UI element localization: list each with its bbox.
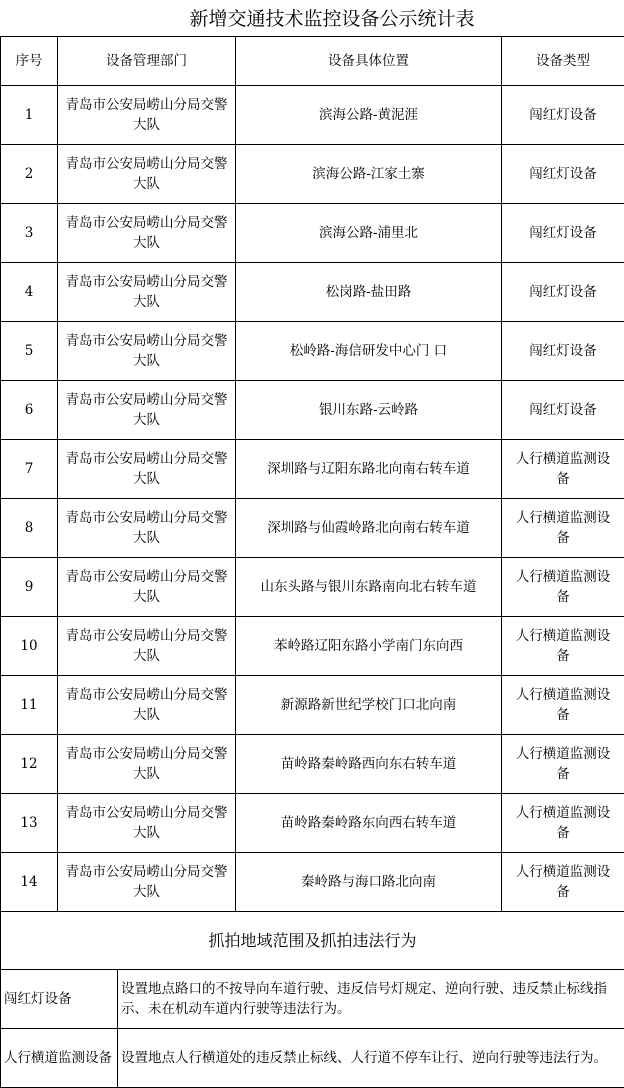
table-row	[1, 322, 624, 381]
row-location: 秦岭路与海口路北向南	[236, 853, 502, 912]
scope-description: 设置地点人行横道处的违反禁止标线、人行道不停车让行、逆向行驶等违法行为。	[118, 1029, 624, 1088]
table-row	[1, 440, 624, 499]
row-type: 闯红灯设备	[502, 204, 624, 263]
row-type: 人行横道监测设备	[502, 853, 624, 912]
row-index: 10	[1, 617, 58, 676]
row-department: 青岛市公安局崂山分局交警大队	[58, 440, 236, 499]
row-index: 5	[1, 322, 58, 381]
scope-heading-row	[1, 912, 624, 970]
row-department: 青岛市公安局崂山分局交警大队	[58, 204, 236, 263]
row-department: 青岛市公安局崂山分局交警大队	[58, 735, 236, 794]
row-index: 4	[1, 263, 58, 322]
row-index: 9	[1, 558, 58, 617]
table-row	[1, 499, 624, 558]
row-index: 7	[1, 440, 58, 499]
row-location: 滨海公路-黄泥涯	[236, 86, 502, 145]
row-location: 松岗路-盐田路	[236, 263, 502, 322]
row-type: 人行横道监测设备	[502, 499, 624, 558]
scope-category: 人行横道监测设备	[1, 1029, 118, 1088]
header-department: 设备管理部门	[58, 37, 236, 86]
row-location: 松岭路-海信研发中心门 口	[236, 322, 502, 381]
row-location: 深圳路与辽阳东路北向南右转车道	[236, 440, 502, 499]
row-type: 人行横道监测设备	[502, 735, 624, 794]
row-location: 苯岭路辽阳东路小学南门东向西	[236, 617, 502, 676]
table-row	[1, 145, 624, 204]
row-location: 苗岭路秦岭路东向西右转车道	[236, 794, 502, 853]
row-department: 青岛市公安局崂山分局交警大队	[58, 86, 236, 145]
table-row	[1, 794, 624, 853]
table-row	[1, 381, 624, 440]
table-row	[1, 86, 624, 145]
row-department: 青岛市公安局崂山分局交警大队	[58, 558, 236, 617]
scope-table	[0, 911, 624, 1088]
row-type: 闯红灯设备	[502, 381, 624, 440]
table-row	[1, 676, 624, 735]
row-department: 青岛市公安局崂山分局交警大队	[58, 676, 236, 735]
row-location: 滨海公路-浦里北	[236, 204, 502, 263]
row-department: 青岛市公安局崂山分局交警大队	[58, 853, 236, 912]
scope-heading: 抓拍地域范围及抓拍违法行为	[1, 912, 624, 970]
row-index: 2	[1, 145, 58, 204]
row-department: 青岛市公安局崂山分局交警大队	[58, 381, 236, 440]
row-index: 14	[1, 853, 58, 912]
row-type: 人行横道监测设备	[502, 794, 624, 853]
row-department: 青岛市公安局崂山分局交警大队	[58, 263, 236, 322]
row-type: 闯红灯设备	[502, 86, 624, 145]
table-row	[1, 853, 624, 912]
scope-category: 闯红灯设备	[1, 970, 118, 1029]
row-type: 人行横道监测设备	[502, 617, 624, 676]
row-type: 人行横道监测设备	[502, 440, 624, 499]
row-index: 13	[1, 794, 58, 853]
row-location: 新源路新世纪学校门口北向南	[236, 676, 502, 735]
table-header-row	[1, 37, 624, 86]
row-department: 青岛市公安局崂山分局交警大队	[58, 794, 236, 853]
page-title: 新增交通技术监控设备公示统计表	[0, 0, 624, 36]
row-index: 8	[1, 499, 58, 558]
row-index: 6	[1, 381, 58, 440]
row-type: 闯红灯设备	[502, 145, 624, 204]
row-index: 3	[1, 204, 58, 263]
row-location: 银川东路-云岭路	[236, 381, 502, 440]
row-index: 1	[1, 86, 58, 145]
row-department: 青岛市公安局崂山分局交警大队	[58, 145, 236, 204]
row-index: 11	[1, 676, 58, 735]
row-department: 青岛市公安局崂山分局交警大队	[58, 499, 236, 558]
row-location: 山东头路与银川东路南向北右转车道	[236, 558, 502, 617]
scope-description: 设置地点路口的不按导向车道行驶、违反信号灯规定、逆向行驶、违反禁止标线指示、未在机动车道内行驶等违法行为。	[118, 970, 624, 1029]
scope-row	[1, 1029, 624, 1088]
row-type: 闯红灯设备	[502, 322, 624, 381]
row-location: 深圳路与仙霞岭路北向南右转车道	[236, 499, 502, 558]
row-department: 青岛市公安局崂山分局交警大队	[58, 322, 236, 381]
header-type: 设备类型	[502, 37, 624, 86]
header-location: 设备具体位置	[236, 37, 502, 86]
table-row	[1, 558, 624, 617]
header-index: 序号	[1, 37, 58, 86]
scope-row	[1, 970, 624, 1029]
row-type: 人行横道监测设备	[502, 676, 624, 735]
row-department: 青岛市公安局崂山分局交警大队	[58, 617, 236, 676]
row-location: 苗岭路秦岭路西向东右转车道	[236, 735, 502, 794]
table-row	[1, 204, 624, 263]
table-row	[1, 735, 624, 794]
row-type: 闯红灯设备	[502, 263, 624, 322]
row-index: 12	[1, 735, 58, 794]
row-location: 滨海公路-江家土寨	[236, 145, 502, 204]
device-table	[0, 36, 624, 912]
row-type: 人行横道监测设备	[502, 558, 624, 617]
table-row	[1, 263, 624, 322]
table-row	[1, 617, 624, 676]
